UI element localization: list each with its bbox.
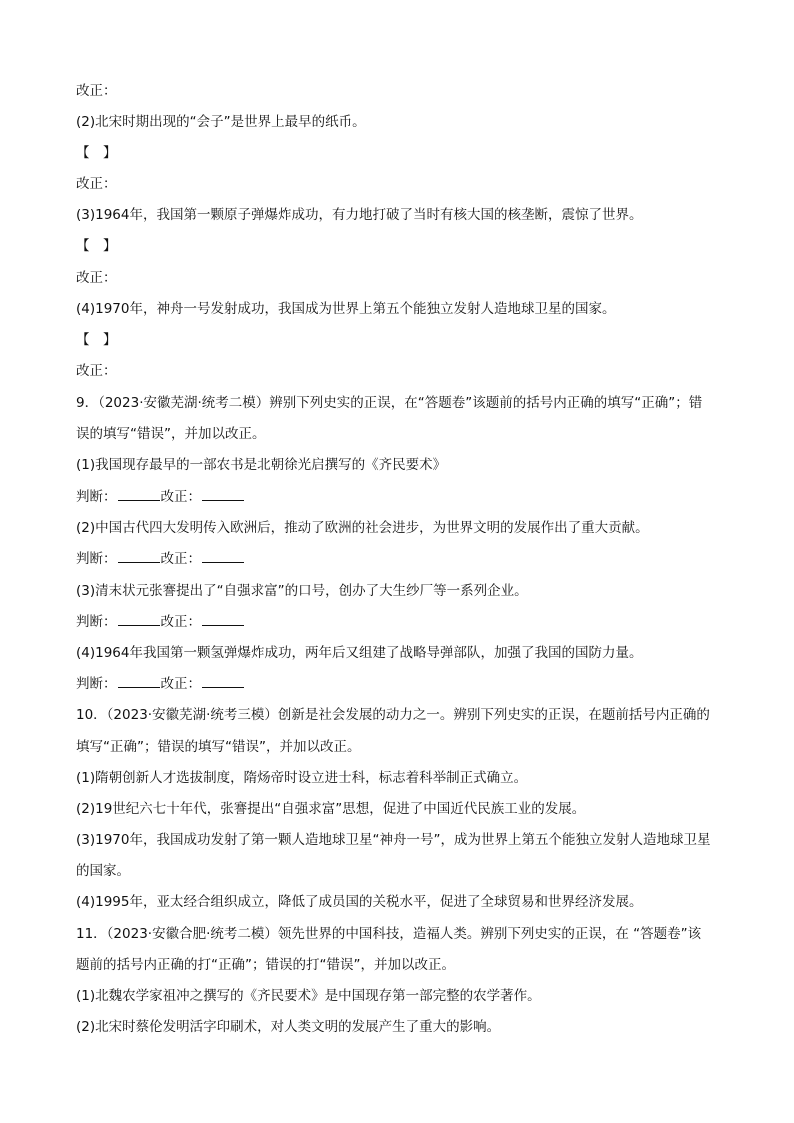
judge-blank[interactable]	[118, 549, 160, 563]
question-9-stem: 9．（2023·安徽芜湖·统考二模）辨别下列史实的正误，在“答题卷”该题前的括号内正确的填写“正确”；错	[76, 395, 703, 411]
question-9-item-4: (4)1964年我国第一颗氢弹爆炸成功，两年后又组建了战略导弹部队，加强了我国的国防力量。	[76, 645, 643, 661]
answer-bracket: 【 】	[76, 145, 117, 161]
question-10-item-3: (3)1970年，我国成功发射了第一颗人造地球卫星“神舟一号”，成为世界上第五个能独立发射人造地球卫星	[76, 832, 711, 848]
question-11-item-1: (1)北魏农学家祖冲之撰写的《齐民要术》是中国现存第一部完整的农学著作。	[76, 988, 541, 1004]
question-10-item-2: (2)19世纪六七十年代，张謇提出“自强求富”思想，促进了中国近代民族工业的发展。	[76, 801, 586, 817]
question-8-item-4: (4)1970年，神舟一号发射成功，我国成为世界上第五个能独立发射人造地球卫星的国家。	[76, 301, 616, 317]
question-9-item-2: (2)中国古代四大发明传入欧洲后，推动了欧洲的社会进步，为世界文明的发展作出了重大贡献。	[76, 520, 649, 536]
correction-label: 改正：	[76, 270, 117, 286]
correction-label: 改正：	[76, 176, 117, 192]
question-10-stem-cont: 填写“正确”；错误的填写“错误”，并加以改正。	[76, 739, 361, 755]
judge-blank[interactable]	[118, 674, 160, 688]
answer-bracket: 【 】	[76, 332, 117, 348]
question-10-item-4: (4)1995年，亚太经合组织成立，降低了成员国的关税水平，促进了全球贸易和世界经济发展。	[76, 894, 643, 910]
answer-row	[76, 674, 734, 694]
question-10-item-1: (1)隋朝创新人才选拔制度，隋炀帝时设立进士科，标志着科举制正式确立。	[76, 770, 528, 786]
question-8-item-3: (3)1964年，我国第一颗原子弹爆炸成功，有力地打破了当时有核大国的核垄断，震惊了世界。	[76, 207, 643, 223]
question-8-item-2: (2)北宋时期出现的“会子”是世界上最早的纸币。	[76, 114, 366, 130]
correction-label: 改正：	[160, 614, 201, 630]
correction-blank[interactable]	[202, 674, 244, 688]
question-9-item-3: (3)清末状元张謇提出了“自强求富”的口号，创办了大生纱厂等一系列企业。	[76, 583, 528, 599]
correction-blank[interactable]	[202, 612, 244, 626]
answer-row	[76, 487, 734, 507]
judge-blank[interactable]	[118, 487, 160, 501]
question-11-stem-cont: 题前的括号内正确的打“正确”；错误的打“错误”，并加以改正。	[76, 957, 455, 973]
correction-blank[interactable]	[202, 549, 244, 563]
answer-row	[76, 612, 734, 632]
question-9-item-1: (1)我国现存最早的一部农书是北朝徐光启撰写的《齐民要术》	[76, 457, 447, 473]
correction-label: 改正：	[76, 363, 117, 379]
answer-row	[76, 549, 734, 569]
answer-bracket: 【 】	[76, 238, 117, 254]
correction-blank[interactable]	[202, 487, 244, 501]
correction-label: 改正：	[76, 83, 117, 99]
correction-label: 改正：	[160, 489, 201, 505]
question-11-item-2: (2)北宋时蔡伦发明活字印刷术，对人类文明的发展产生了重大的影响。	[76, 1019, 501, 1035]
judge-label: 判断：	[76, 551, 117, 567]
judge-blank[interactable]	[118, 612, 160, 626]
correction-label: 改正：	[160, 551, 201, 567]
judge-label: 判断：	[76, 489, 117, 505]
question-9-stem-cont: 误的填写“错误”，并加以改正。	[76, 426, 266, 442]
question-11-stem: 11．（2023·安徽合肥·统考二模）领先世界的中国科技，造福人类。辨别下列史实的正误，在 “答题卷”该	[76, 926, 702, 942]
judge-label: 判断：	[76, 676, 117, 692]
question-10-stem: 10．（2023·安徽芜湖·统考三模）创新是社会发展的动力之一。辨别下列史实的正误，在题前括号内正确的	[76, 707, 710, 723]
judge-label: 判断：	[76, 614, 117, 630]
question-10-item-3-cont: 的国家。	[76, 863, 130, 879]
correction-label: 改正：	[160, 676, 201, 692]
